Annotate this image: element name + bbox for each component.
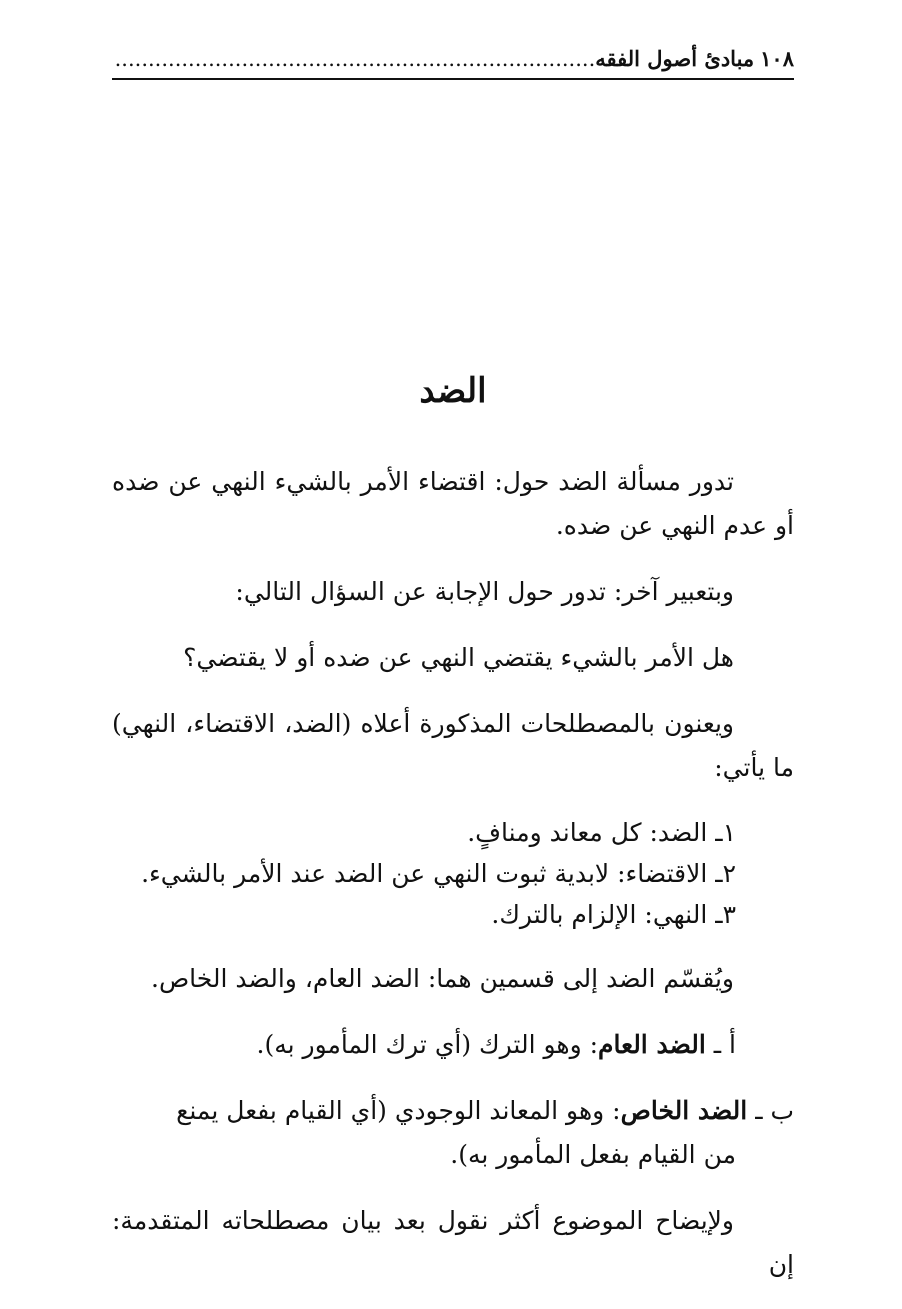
division-marker: ب ـ — [755, 1096, 794, 1125]
division-marker: أ ـ — [713, 1030, 736, 1059]
book-title: مبادئ أصول الفقه — [595, 46, 755, 71]
paragraph-intro: تدور مسألة الضد حول: اقتضاء الأمر بالشيء النهي عن ضده أو عدم النهي عن ضده. — [112, 467, 794, 540]
paragraph-restatement: وبتعبير آخر: تدور حول الإجابة عن السؤال التالي: — [235, 577, 734, 606]
division-text: : وهو المعاند الوجودي (أي القيام بفعل يمنع — [176, 1096, 621, 1125]
chapter-body — [112, 460, 794, 1309]
definition-item: ٣ـ النهي: الإلزام بالترك. — [491, 900, 736, 929]
division-text: : وهو الترك (أي ترك المأمور به). — [256, 1030, 599, 1059]
paragraph-clarification: ولإيضاح الموضوع أكثر نقول بعد بيان مصطلحاته المتقدمة: إن — [112, 1206, 794, 1279]
header-dot-leader: ........................................................................ — [114, 47, 596, 71]
definitions-list — [112, 812, 794, 935]
running-header — [112, 42, 794, 76]
definition-item: ١ـ الضد: كل معاند ومنافٍ. — [467, 818, 736, 847]
division-general — [112, 1023, 794, 1067]
definition-item: ٢ـ الاقتضاء: لابدية ثبوت النهي عن الضد عند الأمر بالشيء. — [141, 859, 736, 888]
paragraph-terms-intro: ويعنون بالمصطلحات المذكورة أعلاه (الضد، الاقتضاء، النهي) ما يأتي: — [112, 709, 794, 782]
paragraph-question: هل الأمر بالشيء يقتضي النهي عن ضده أو لا يقتضي؟ — [183, 643, 734, 672]
paragraph-division: ويُقسّم الضد إلى قسمين هما: الضد العام، والضد الخاص. — [151, 964, 734, 993]
header-rule — [112, 78, 794, 80]
page-number: ١٠٨ — [760, 46, 794, 71]
division-term: الضد العام — [598, 1030, 706, 1059]
division-continuation: من القيام بفعل المأمور به). — [450, 1140, 736, 1169]
chapter-title: الضد — [419, 371, 487, 411]
division-term: الضد الخاص — [620, 1096, 748, 1125]
division-specific — [112, 1089, 794, 1177]
